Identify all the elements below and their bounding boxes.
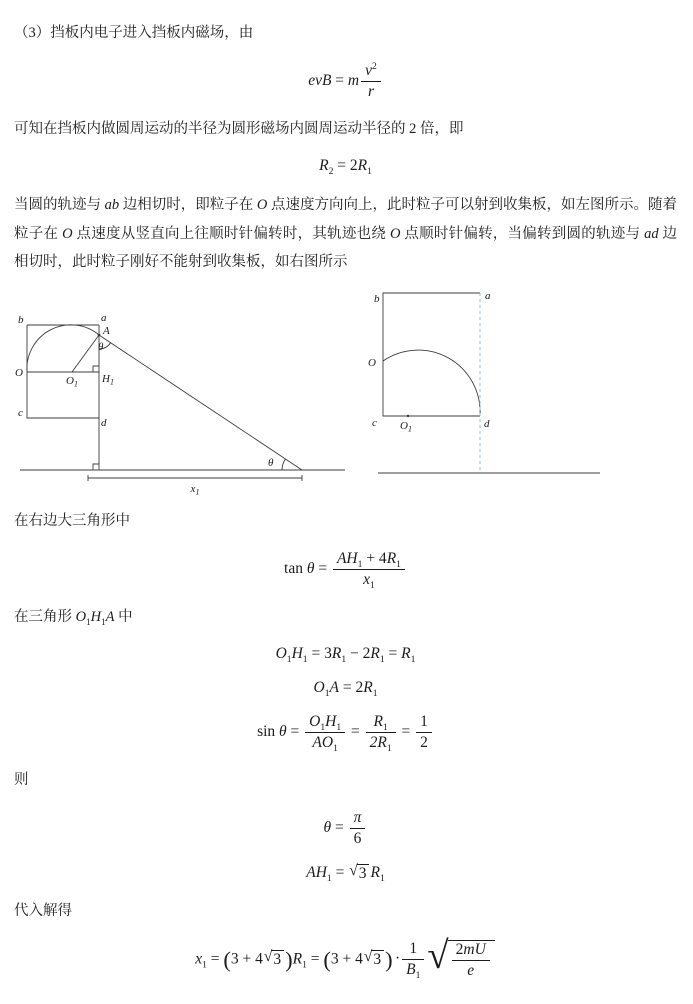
math-var: H <box>90 608 102 625</box>
math-subscript: 1 <box>357 558 363 570</box>
math-subscript: 1 <box>383 722 388 734</box>
paragraph-radius-relation: 可知在挡板内做圆周运动的半径为圆形磁场内圆周运动半径的 2 倍，即 <box>14 120 464 137</box>
label-A: A <box>103 325 110 338</box>
equation-sin-theta <box>14 713 677 755</box>
right-O1-dot <box>407 415 409 417</box>
math-var: O <box>75 608 87 625</box>
math-token: mU <box>463 940 486 958</box>
math-subscript: 1 <box>286 654 292 666</box>
open-paren: ( <box>223 946 231 972</box>
math-token: r <box>367 82 374 100</box>
math-token: = 2 <box>333 157 358 175</box>
math-token: = <box>347 723 364 741</box>
math-subscript: 1 <box>333 743 338 755</box>
equation-tan-theta <box>14 550 677 589</box>
math-subscript: 1 <box>372 688 378 700</box>
radicand <box>448 940 495 980</box>
math-var: O <box>389 225 401 242</box>
label-O: O <box>368 357 376 370</box>
figure-left <box>15 312 345 497</box>
fraction <box>416 713 432 752</box>
paragraph-tangent-description <box>14 191 677 276</box>
math-token: evB <box>308 71 332 89</box>
math-token: = <box>286 723 304 741</box>
math-subscript: 1 <box>379 873 385 885</box>
fraction <box>361 62 381 101</box>
math-token: 2 <box>420 734 428 752</box>
math-token: = <box>331 71 348 89</box>
equation-ah1-value <box>14 864 677 883</box>
math-subscript: 1 <box>86 616 91 627</box>
math-token: AO <box>312 734 334 752</box>
text-run: 边相切时，此时粒子刚好不能射到收集板，如右图所示 <box>14 225 678 270</box>
math-var: A <box>105 608 115 625</box>
paragraph-intro: （3）挡板内电子进入挡板内磁场，由 <box>14 25 254 41</box>
math-token: θ <box>323 819 332 837</box>
math-subscript: 1 <box>326 873 332 885</box>
math-token: m <box>347 71 360 89</box>
math-token: 3 <box>271 950 284 969</box>
math-subscript: 1 <box>302 654 308 666</box>
x1-measure-bracket <box>88 475 302 481</box>
figures-row <box>14 288 677 500</box>
math-token: 3 <box>371 950 384 969</box>
math-token: θ <box>306 559 315 577</box>
math-token: = 3 <box>307 645 332 663</box>
open-paren: ( <box>323 946 331 972</box>
radical-sign: √ <box>427 933 449 977</box>
square-root <box>364 950 384 969</box>
math-token: R <box>370 645 380 663</box>
label-a: a <box>485 290 491 303</box>
math-var: O <box>256 197 268 214</box>
trajectory-diagrams <box>14 288 679 500</box>
math-token: R <box>292 950 303 968</box>
math-token: 2 <box>455 940 464 958</box>
math-subscript: 1 <box>336 722 342 734</box>
math-subscript: 1 <box>320 722 326 734</box>
math-subscript: 1 <box>386 743 392 755</box>
math-var: ab <box>104 197 120 214</box>
text-run: 点顺时针偏转，当偏转到圆的轨迹与 <box>400 225 645 242</box>
math-token: O <box>275 645 287 663</box>
fraction <box>350 809 366 848</box>
math-token: 1 <box>416 713 432 733</box>
left-rectangle-edges <box>27 325 99 418</box>
label-b: b <box>374 293 380 306</box>
math-subscript: 1 <box>410 654 416 666</box>
square-root <box>349 864 369 883</box>
math-token: 1 <box>402 940 424 960</box>
square-root-big <box>427 933 494 980</box>
math-token: R <box>363 679 373 697</box>
math-subscript: 1 <box>367 166 372 178</box>
math-token: + 4 <box>362 549 387 567</box>
label-theta-bottom: θ <box>268 457 274 470</box>
right-angle-mark-H1 <box>93 366 99 372</box>
math-token: x <box>363 570 370 588</box>
paragraph-substitute: 代入解得 <box>14 903 72 919</box>
math-token: B <box>406 961 416 979</box>
math-token: AH <box>306 864 327 882</box>
radical-sign: √ <box>363 948 373 966</box>
math-subscript: 1 <box>202 959 207 971</box>
radical-sign: √ <box>263 948 273 966</box>
label-O: O <box>15 367 23 380</box>
fraction <box>305 713 345 755</box>
text-run: 中 <box>114 608 133 625</box>
right-trajectory-arc <box>383 350 480 416</box>
math-token: 3 + 4 <box>330 950 363 968</box>
math-subscript: 1 <box>302 959 307 971</box>
math-superscript: 2 <box>372 60 377 72</box>
multiplication-dot: · <box>394 950 401 968</box>
math-token: R <box>373 713 383 731</box>
label-O1: $O_1$ <box>66 375 78 389</box>
math-token: R <box>331 645 342 663</box>
equation-x1-result <box>14 933 677 982</box>
math-token: v <box>365 61 373 79</box>
equation-theta-value <box>14 809 677 848</box>
math-token: = <box>306 950 324 968</box>
label-d: d <box>101 417 107 430</box>
math-subscript: 1 <box>396 558 401 570</box>
math-token: R <box>401 645 411 663</box>
label-H1: $H_1$ <box>102 373 114 387</box>
point-A-dot <box>98 334 101 337</box>
math-token: R <box>319 157 329 175</box>
text-run: 点速度方向向上，此时粒子可以射到收集板，如左图所示。随着粒子在 <box>14 197 678 242</box>
paragraph-triangle-o1h1a <box>14 605 677 630</box>
math-token: O <box>313 679 325 697</box>
label-x1: $x_1$ <box>190 483 200 497</box>
right-rectangle-edges <box>383 293 480 416</box>
fraction <box>333 550 405 589</box>
label-O1: $O_1$ <box>400 420 412 434</box>
math-var: O <box>62 225 73 242</box>
square-root <box>264 950 284 969</box>
text-run: 在三角形 <box>14 608 76 625</box>
math-token: tan <box>284 559 307 577</box>
text-run: 当圆的轨迹与 <box>14 197 105 214</box>
math-token: 3 + 4 <box>230 950 263 968</box>
math-subscript: 1 <box>341 654 347 666</box>
equation-o1h1 <box>14 645 677 666</box>
equation-lorentz-force <box>14 62 677 101</box>
label-theta-top: θ <box>98 341 104 354</box>
math-token: = <box>397 723 415 741</box>
math-token: = <box>206 950 224 968</box>
math-token: = <box>331 864 349 882</box>
math-token: = <box>314 559 331 577</box>
math-token: O <box>309 713 321 731</box>
math-subscript: 1 <box>379 654 385 666</box>
math-token: sin <box>257 723 280 741</box>
math-token: A <box>329 679 339 697</box>
left-radius-O1A-line <box>72 335 99 372</box>
close-paren: ) <box>285 946 293 972</box>
math-token: R <box>370 864 380 882</box>
math-token: x <box>195 950 203 968</box>
theta-arc-at-ground <box>282 459 285 470</box>
close-paren: ) <box>385 946 393 972</box>
equation-o1a <box>14 679 677 700</box>
equation-r2-equals-2r1 <box>14 157 677 178</box>
math-token: H <box>325 713 337 731</box>
paragraph-big-triangle: 在右边大三角形中 <box>14 513 130 530</box>
math-token: R <box>386 549 397 567</box>
left-trajectory-arc <box>27 325 99 372</box>
fraction <box>402 940 424 982</box>
math-token: 2R <box>369 734 387 752</box>
math-subscript: 1 <box>415 970 421 982</box>
math-token: R <box>357 157 368 175</box>
math-token: H <box>291 645 303 663</box>
math-subscript: 1 <box>101 616 106 627</box>
label-a: a <box>101 312 107 325</box>
radical-sign: √ <box>349 862 358 879</box>
paragraph-then: 则 <box>14 772 29 789</box>
text-run: 点速度从竖直向上往顺时针偏转时，其轨迹也绕 <box>72 225 390 242</box>
label-c: c <box>372 417 377 430</box>
figure-right <box>368 290 600 473</box>
math-token: = <box>384 645 402 663</box>
math-token: 6 <box>353 830 362 847</box>
label-c: c <box>18 407 23 420</box>
text-run: 边相切时，即粒子在 <box>119 197 257 214</box>
math-token: 3 <box>357 864 370 883</box>
math-token: θ <box>279 723 287 741</box>
fraction <box>366 713 396 755</box>
math-subscript: 1 <box>370 579 375 591</box>
math-token: e <box>467 961 475 979</box>
left-diagonal-line <box>99 335 302 470</box>
right-angle-mark-ground <box>93 464 99 470</box>
math-token: − 2 <box>346 645 371 663</box>
math-token: π <box>350 809 366 829</box>
math-token: = 2 <box>338 679 364 697</box>
math-token: = <box>331 819 348 837</box>
math-subscript: 2 <box>328 166 334 178</box>
math-token: AH <box>336 549 358 567</box>
label-b: b <box>18 314 24 327</box>
label-d: d <box>484 418 490 431</box>
math-var: ad <box>644 225 659 242</box>
math-subscript: 1 <box>324 688 330 700</box>
fraction <box>452 941 490 980</box>
